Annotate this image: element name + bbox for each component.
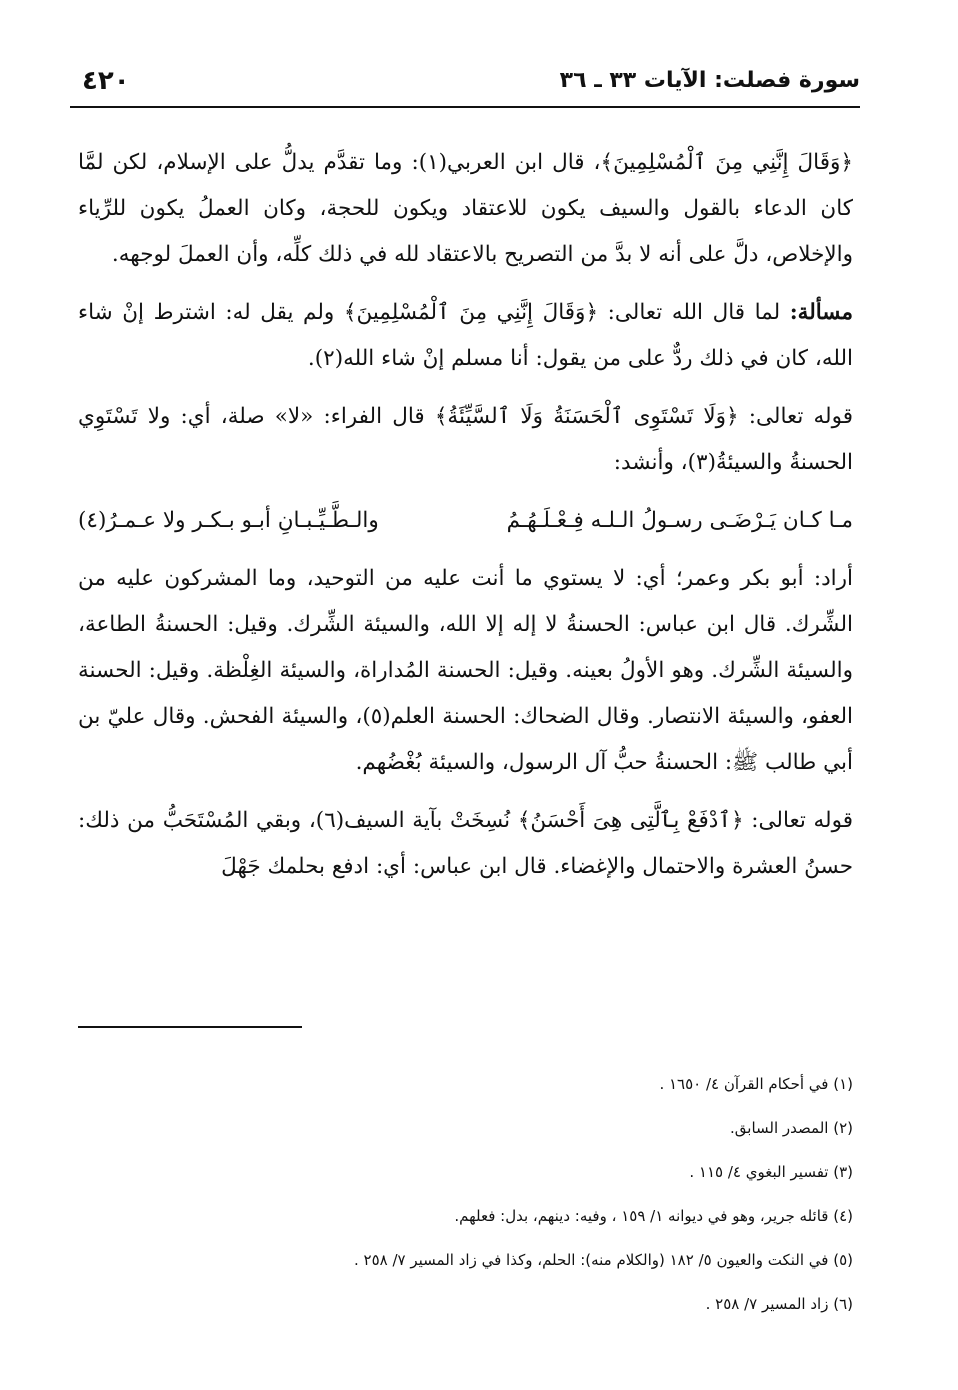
issue-label: مسألة:: [789, 300, 853, 325]
footnote-3: (٣) تفسير البغوي ٤/ ١١٥ .: [689, 1163, 853, 1181]
paragraph-2: [78, 290, 853, 382]
footnote-6: (٦) زاد المسير ٧/ ٢٥٨ .: [705, 1295, 853, 1313]
footnote-divider: [78, 1026, 302, 1028]
footnote-2: (٢) المصدر السابق.: [730, 1119, 853, 1137]
running-title: سورة فصلت: الآيات ٣٣ ـ ٣٦: [559, 68, 860, 93]
paragraph-3: قوله تعالى: ﴿وَلَا تَسْتَوِى ٱلْحَسَنَةُ وَلَا ٱلسَّيِّئَةُ﴾ قال الفراء: «لا» صلة، أي: ولا تَسْتَوِي الحسنةُ والسيئةُ(٣)، وأنشد:: [78, 404, 853, 475]
paragraph-2-text: لما قال الله تعالى: ﴿وَقَالَ إِنَّنِي مِنَ ٱلْمُسْلِمِينَ﴾ ولم يقل له: اشترط إنْ شاء الله، كان في ذلك ردٌّ على من يقول: أنا مسلم إنْ شاء الله(٢).: [78, 300, 853, 371]
page-number: ٤٢٠: [82, 66, 130, 96]
poetry-verse: [78, 498, 853, 544]
footnotes: [78, 1062, 853, 1326]
paragraph-4: أراد: أبو بكر وعمر؛ أي: لا يستوي ما أنت عليه من التوحيد، وما المشركون عليه من الشِّرك. قال ابن عباس: الحسنةُ لا إله إلا الله، والسيئة الشِّرك. وقيل: الحسنةُ الطاعة، والسيئة الشِّرك. وهو الأولُ بعينه. وقيل: الحسنة المُداراة، والسيئة الغِلْظة. وقيل: الحسنة العفو، والسيئة الانتصار. وقال الضحاك: الحسنة العلم(٥)، والسيئة الفحش. وقال عليّ بن أبي طالب ﷺ: الحسنةُ حبُّ آل الرسول، والسيئة بُغْضُهم.: [78, 566, 854, 775]
footnote-4: (٤) قائله جرير، وهو في ديوانه ١/ ١٥٩ ، وفيه: دينهم، بدل: فعلهم.: [454, 1207, 853, 1225]
main-text: [78, 140, 853, 902]
footnote-5: (٥) في النكت والعيون ٥/ ١٨٢ (والكلام منه): الحلم، وكذا في زاد المسير ٧/ ٢٥٨ .: [354, 1251, 853, 1269]
page-header: [70, 62, 860, 108]
verse-second-hemistich: والـطَّـيِّـبـانِ أبـو بـكـر ولا عـمـرُ(٤): [78, 508, 379, 533]
verse-first-hemistich: مـا كـان يَـرْضَـى رسـولُ الـلـه فِـعْـلَـهُـمُ: [506, 508, 853, 533]
paragraph-1: ﴿وَقَالَ إِنَّنِي مِنَ ٱلْمُسْلِمِينَ﴾، قال ابن العربي(١): وما تقدَّم يدلُّ على الإسلام، لكن لمَّا كان الدعاء بالقول والسيف يكون للاعتقاد ويكون للحجة، وكان العملُ يكون للرِّياء والإخلاص، دلَّ على أنه لا بدَّ من التصريح بالاعتقاد لله في ذلك كلِّه، وأن العملَ لوجهه.: [78, 150, 853, 267]
paragraph-5: قوله تعالى: ﴿ٱدْفَعْ بِٱلَّتِى هِىَ أَحْسَنُ﴾ نُسِخَتْ بآية السيف(٦)، وبقي المُسْتَحَبُّ من ذلك: حسنُ العشرة والاحتمال والإغضاء. قال ابن عباس: أي: ادفع بحلمك جَهْلَ: [78, 808, 853, 879]
footnote-1: (١) في أحكام القرآن ٤/ ١٦٥٠ .: [659, 1075, 853, 1093]
